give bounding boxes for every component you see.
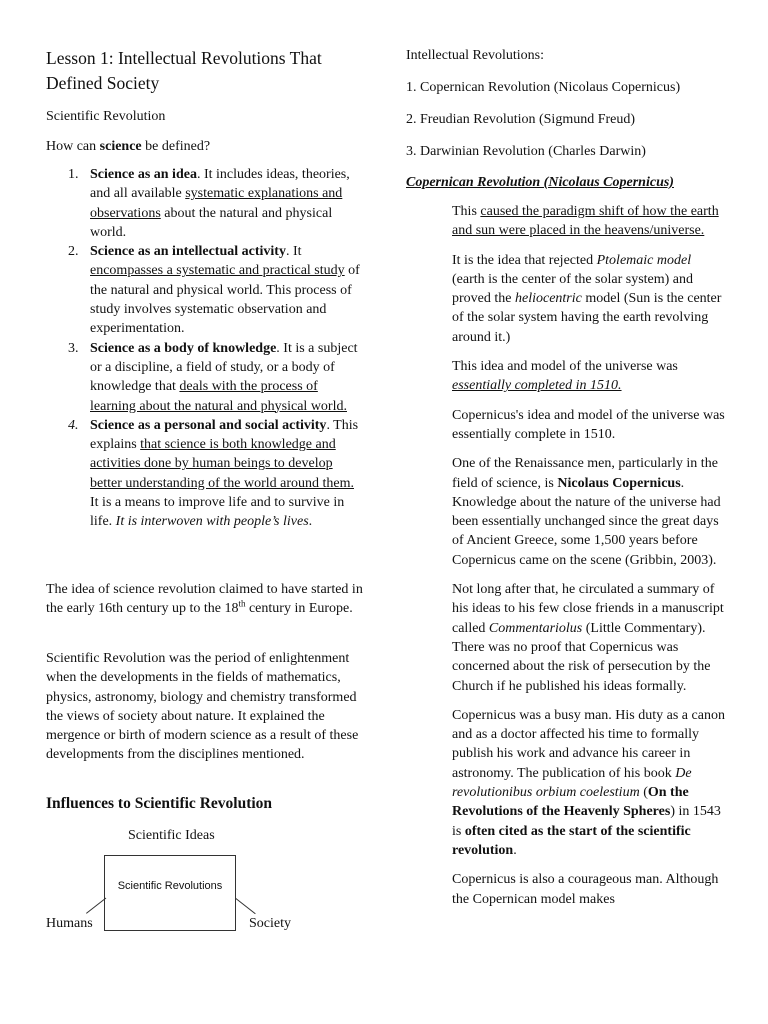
science-definitions-list xyxy=(46,165,366,532)
copernican-heading: Copernican Revolution (Nicolaus Copernicus) xyxy=(406,175,674,190)
diagram-box xyxy=(104,855,236,931)
diagram-left-label: Humans xyxy=(46,916,93,931)
revolution-item-1: 1. Copernican Revolution (Nicolaus Copernicus) xyxy=(406,80,681,95)
list-item: 1. Science as an idea. It includes ideas, theories, and all available systematic explanations and observations about the natural and physical world. xyxy=(68,167,350,240)
commentariolus-paragraph: Not long after that, he circulated a summary of his ideas to his few close friends in a manuscript called Commentariolus (Little Commentary). There was no proof that Copernicus was concerned about the risk of persecution by the Church if he published his ideas formally. xyxy=(452,582,724,694)
science-question: How can science be defined? xyxy=(46,139,211,154)
list-item: 3. Science as a body of knowledge. It is a subject or a discipline, a field of study, or a body of knowledge that deals with the process of learning about the natural and physical world. xyxy=(68,340,358,414)
diagram-top-label: Scientific Ideas xyxy=(128,828,215,843)
revolution-item-2: 2. Freudian Revolution (Sigmund Freud) xyxy=(406,112,636,127)
diagram-right-label: Society xyxy=(249,916,291,931)
section-title: Scientific Revolution xyxy=(46,109,166,124)
diagram-connector-right xyxy=(235,898,255,914)
model-complete-paragraph: Copernicus's idea and model of the universe was essentially complete in 1510. xyxy=(452,407,725,442)
intellectual-revolutions-heading: Intellectual Revolutions: xyxy=(406,48,545,63)
scientific-revolution-paragraph: Scientific Revolution was the period of enlightenment when the developments in the fields of mathematics, physics, astronomy, biology and chemistry transformed the views of society about nature. It explained the mergence or birth of modern science as a result of these developments from the disciplines mentioned. xyxy=(46,651,359,763)
paradigm-shift-paragraph: This caused the paradigm shift of how the earth and sun were placed in the heavens/universe. xyxy=(452,204,719,239)
ptolemaic-paragraph: It is the idea that rejected Ptolemaic model (earth is the center of the solar system) and proved the heliocentric model (Sun is the center of the solar system having the earth revolving around it.) xyxy=(452,252,722,345)
list-item: 4. Science as a personal and social activity. This explains that science is both knowledge and activities done by human beings to develop better understanding of the world around them. It is a means to improve life and to survive in life. It is interwoven with people’s lives. xyxy=(68,417,359,530)
revolution-item-3: 3. Darwinian Revolution (Charles Darwin) xyxy=(406,144,646,159)
revolution-period-paragraph: The idea of science revolution claimed to have started in the early 16th century up to the 18th century in Europe. xyxy=(46,582,363,617)
publication-paragraph: Copernicus was a busy man. His duty as a canon and as a doctor affected his time to formally publish his work and advance his career in astronomy. The publication of his book De revolutionibus orbium coelestium (On the Revolutions of the Heavenly Spheres) in 1543 is often cited as the start of the scientific revolution. xyxy=(452,707,725,858)
renaissance-paragraph: One of the Renaissance men, particularly in the field of science, is Nicolaus Copernicus. Knowledge about the nature of the universe had been essentially unchanged since the great days of Ancient Greece, some 1,500 years before Copernicus came on the scene (Gribbin, 2003). xyxy=(452,456,721,568)
lesson-title: Lesson 1: Intellectual Revolutions That Defined Society xyxy=(46,48,322,93)
diagram-box-label: Scientific Revolutions xyxy=(117,880,223,892)
courageous-paragraph: Copernicus is also a courageous man. Although the Copernican model makes xyxy=(452,872,719,907)
list-item: 2. Science as an intellectual activity. It encompasses a systematic and practical study of the natural and physical world. This process of study involves systematic observation and experimentation. xyxy=(68,244,360,337)
copernican-body xyxy=(452,202,727,909)
influences-heading: Influences to Scientific Revolution xyxy=(46,795,273,812)
model-completed-paragraph: This idea and model of the universe was essentially completed in 1510. xyxy=(452,359,678,394)
